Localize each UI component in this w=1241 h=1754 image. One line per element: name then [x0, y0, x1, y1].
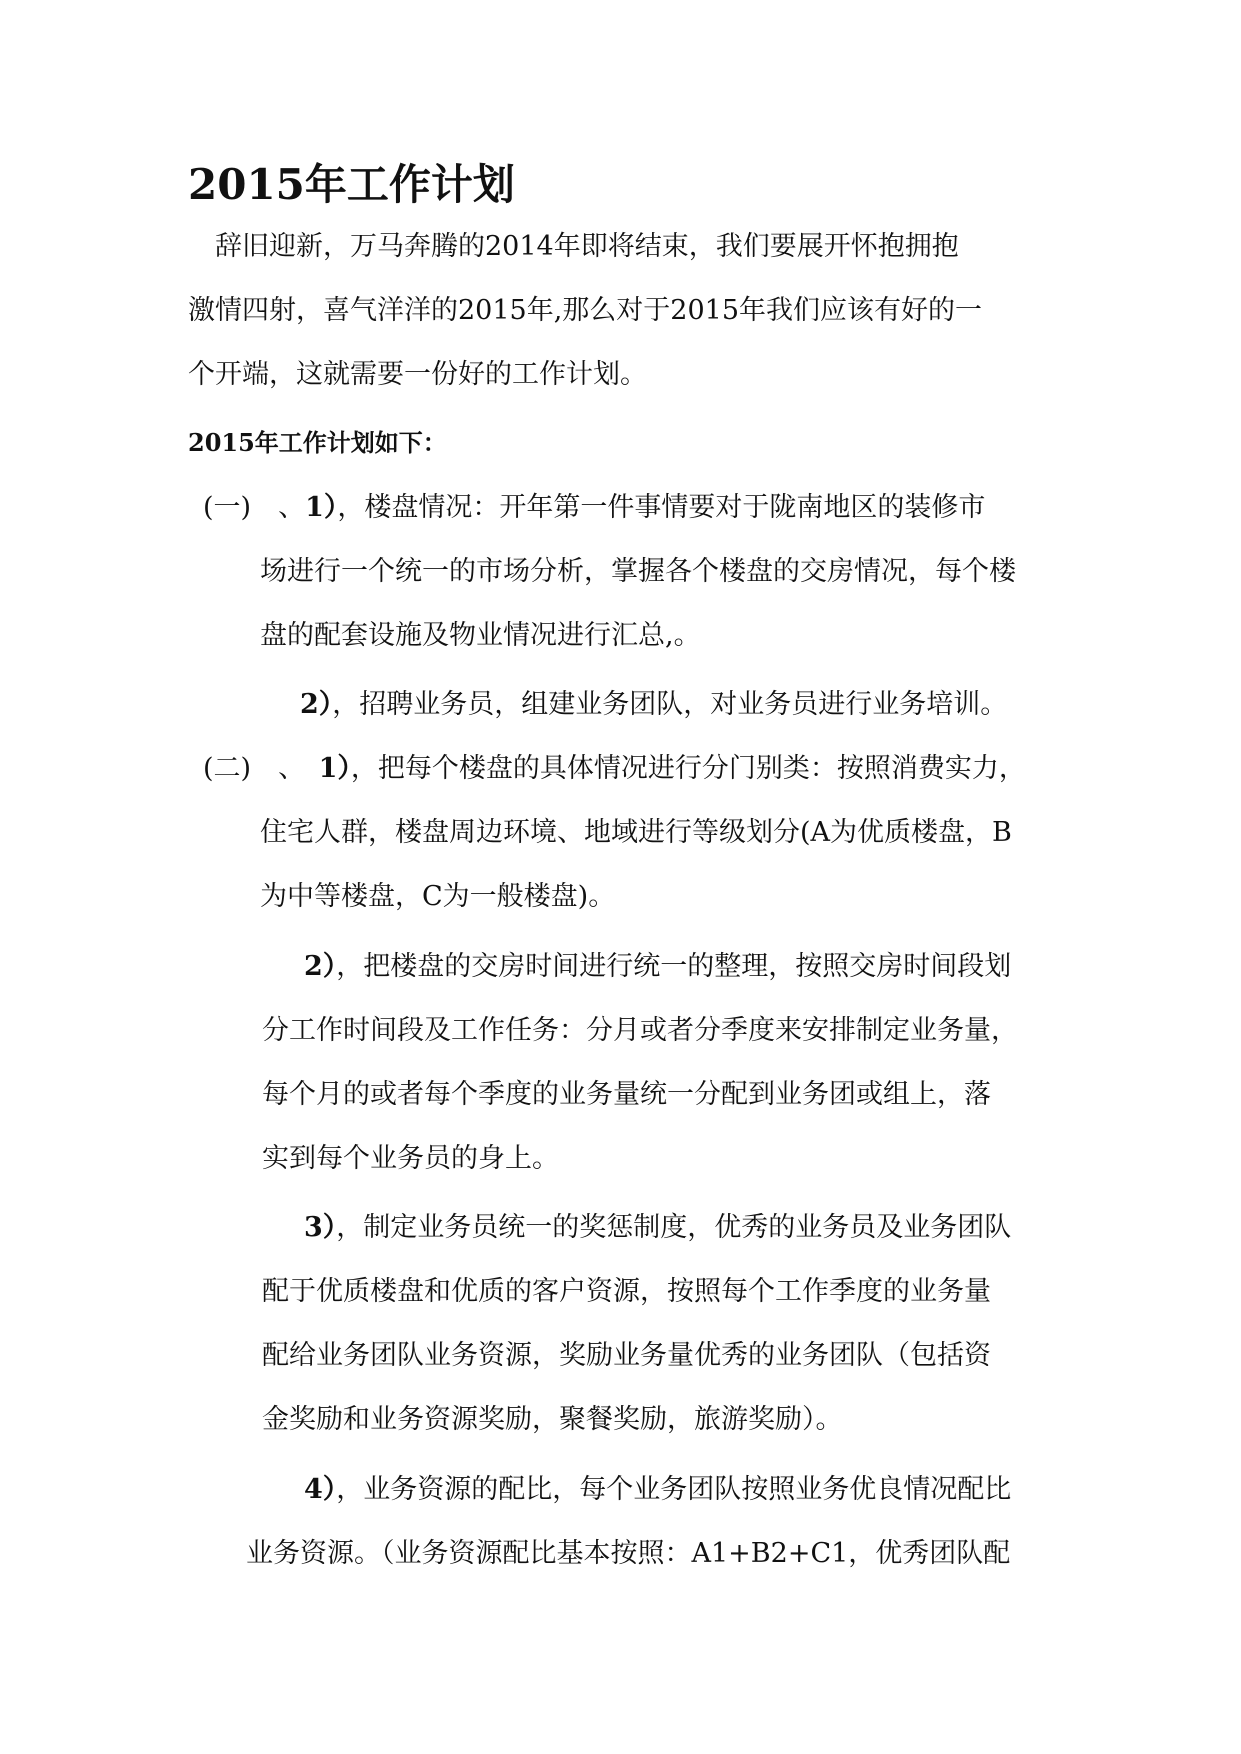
section1-item1: [203, 476, 1016, 668]
section2-item2-text-1: ，把楼盘的交房时间进行统一的整理，按照交房时间段划: [336, 951, 1012, 982]
section2-item4-line-2: 业务资源。（业务资源配比基本按照：A1+B2+C1，优秀团队配: [246, 1538, 1011, 1569]
section2-item2-line-1: [304, 935, 1018, 999]
section1-item2-number: 2）: [300, 689, 333, 720]
document-title: 2015年工作计划: [188, 160, 515, 209]
section1-item1-line-2: 场进行一个统一的市场分析，掌握各个楼盘的交房情况，每个楼: [260, 556, 1016, 587]
section2-item4-number: 4）: [304, 1474, 337, 1505]
section2-item3-line-1: [304, 1196, 1011, 1260]
intro-line-3: 个开端，这就需要一份好的工作计划。: [188, 359, 647, 390]
section2-item1-number: 1）: [318, 753, 351, 784]
section2-item2-number: 2）: [304, 951, 337, 982]
section2-item2-line-3: 每个月的或者每个季度的业务量统一分配到业务团或组上，落: [262, 1079, 991, 1110]
section2-item3: [262, 1196, 1012, 1452]
intro-paragraph: [188, 215, 982, 407]
section1-marker: (一) 、: [203, 492, 306, 523]
section2-item2-line-2: 分工作时间段及工作任务：分月或者分季度来安排制定业务量，: [262, 1015, 1018, 1046]
section2-item2: [262, 935, 1018, 1191]
section1-item2-text: ，招聘业务员，组建业务团队，对业务员进行业务培训。: [332, 689, 1008, 720]
section2-item1-text-1: ，把每个楼盘的具体情况进行分门别类：按照消费实力，: [350, 753, 1026, 784]
section1-item1-line-1: [203, 476, 1016, 540]
section2-item4-text-1: ，业务资源的配比，每个业务团队按照业务优良情况配比: [336, 1474, 1012, 1505]
intro-line-1: 辞旧迎新，万马奔腾的2014年即将结束，我们要展开怀抱拥抱: [188, 231, 959, 262]
section2-item1-line-1: [203, 737, 1026, 801]
section1-item2: [300, 673, 1007, 737]
section2-item1-line-3: 为中等楼盘，C为一般楼盘)。: [260, 881, 616, 912]
plan-heading: 2015年工作计划如下：: [188, 428, 447, 457]
section2-item3-text-1: ，制定业务员统一的奖惩制度，优秀的业务员及业务团队: [336, 1212, 1012, 1243]
section2-item3-line-3: 配给业务团队业务资源，奖励业务量优秀的业务团队（包括资: [262, 1340, 991, 1371]
section2-item4: [246, 1458, 1012, 1586]
section2-item2-line-4: 实到每个业务员的身上。: [262, 1143, 559, 1174]
section2-item1-line-2: 住宅人群，楼盘周边环境、地域进行等级划分(A为优质楼盘，B: [260, 817, 1012, 848]
section2-item3-line-4: 金奖励和业务资源奖励，聚餐奖励，旅游奖励）。: [262, 1404, 843, 1435]
section2-item4-line-1: [304, 1458, 1011, 1522]
section1-item1-number: 1）: [305, 492, 338, 523]
section2-item3-line-2: 配于优质楼盘和优质的客户资源，按照每个工作季度的业务量: [262, 1276, 991, 1307]
section2-marker: (二) 、: [203, 753, 319, 784]
intro-line-2: 激情四射，喜气洋洋的2015年,那么对于2015年我们应该有好的一: [188, 295, 983, 326]
section2-item1: [203, 737, 1026, 929]
section1-item1-line-3: 盘的配套设施及物业情况进行汇总,。: [260, 620, 701, 651]
section2-item3-number: 3）: [304, 1212, 337, 1243]
section1-item1-text-1: ，楼盘情况：开年第一件事情要对于陇南地区的装修市: [337, 492, 986, 523]
